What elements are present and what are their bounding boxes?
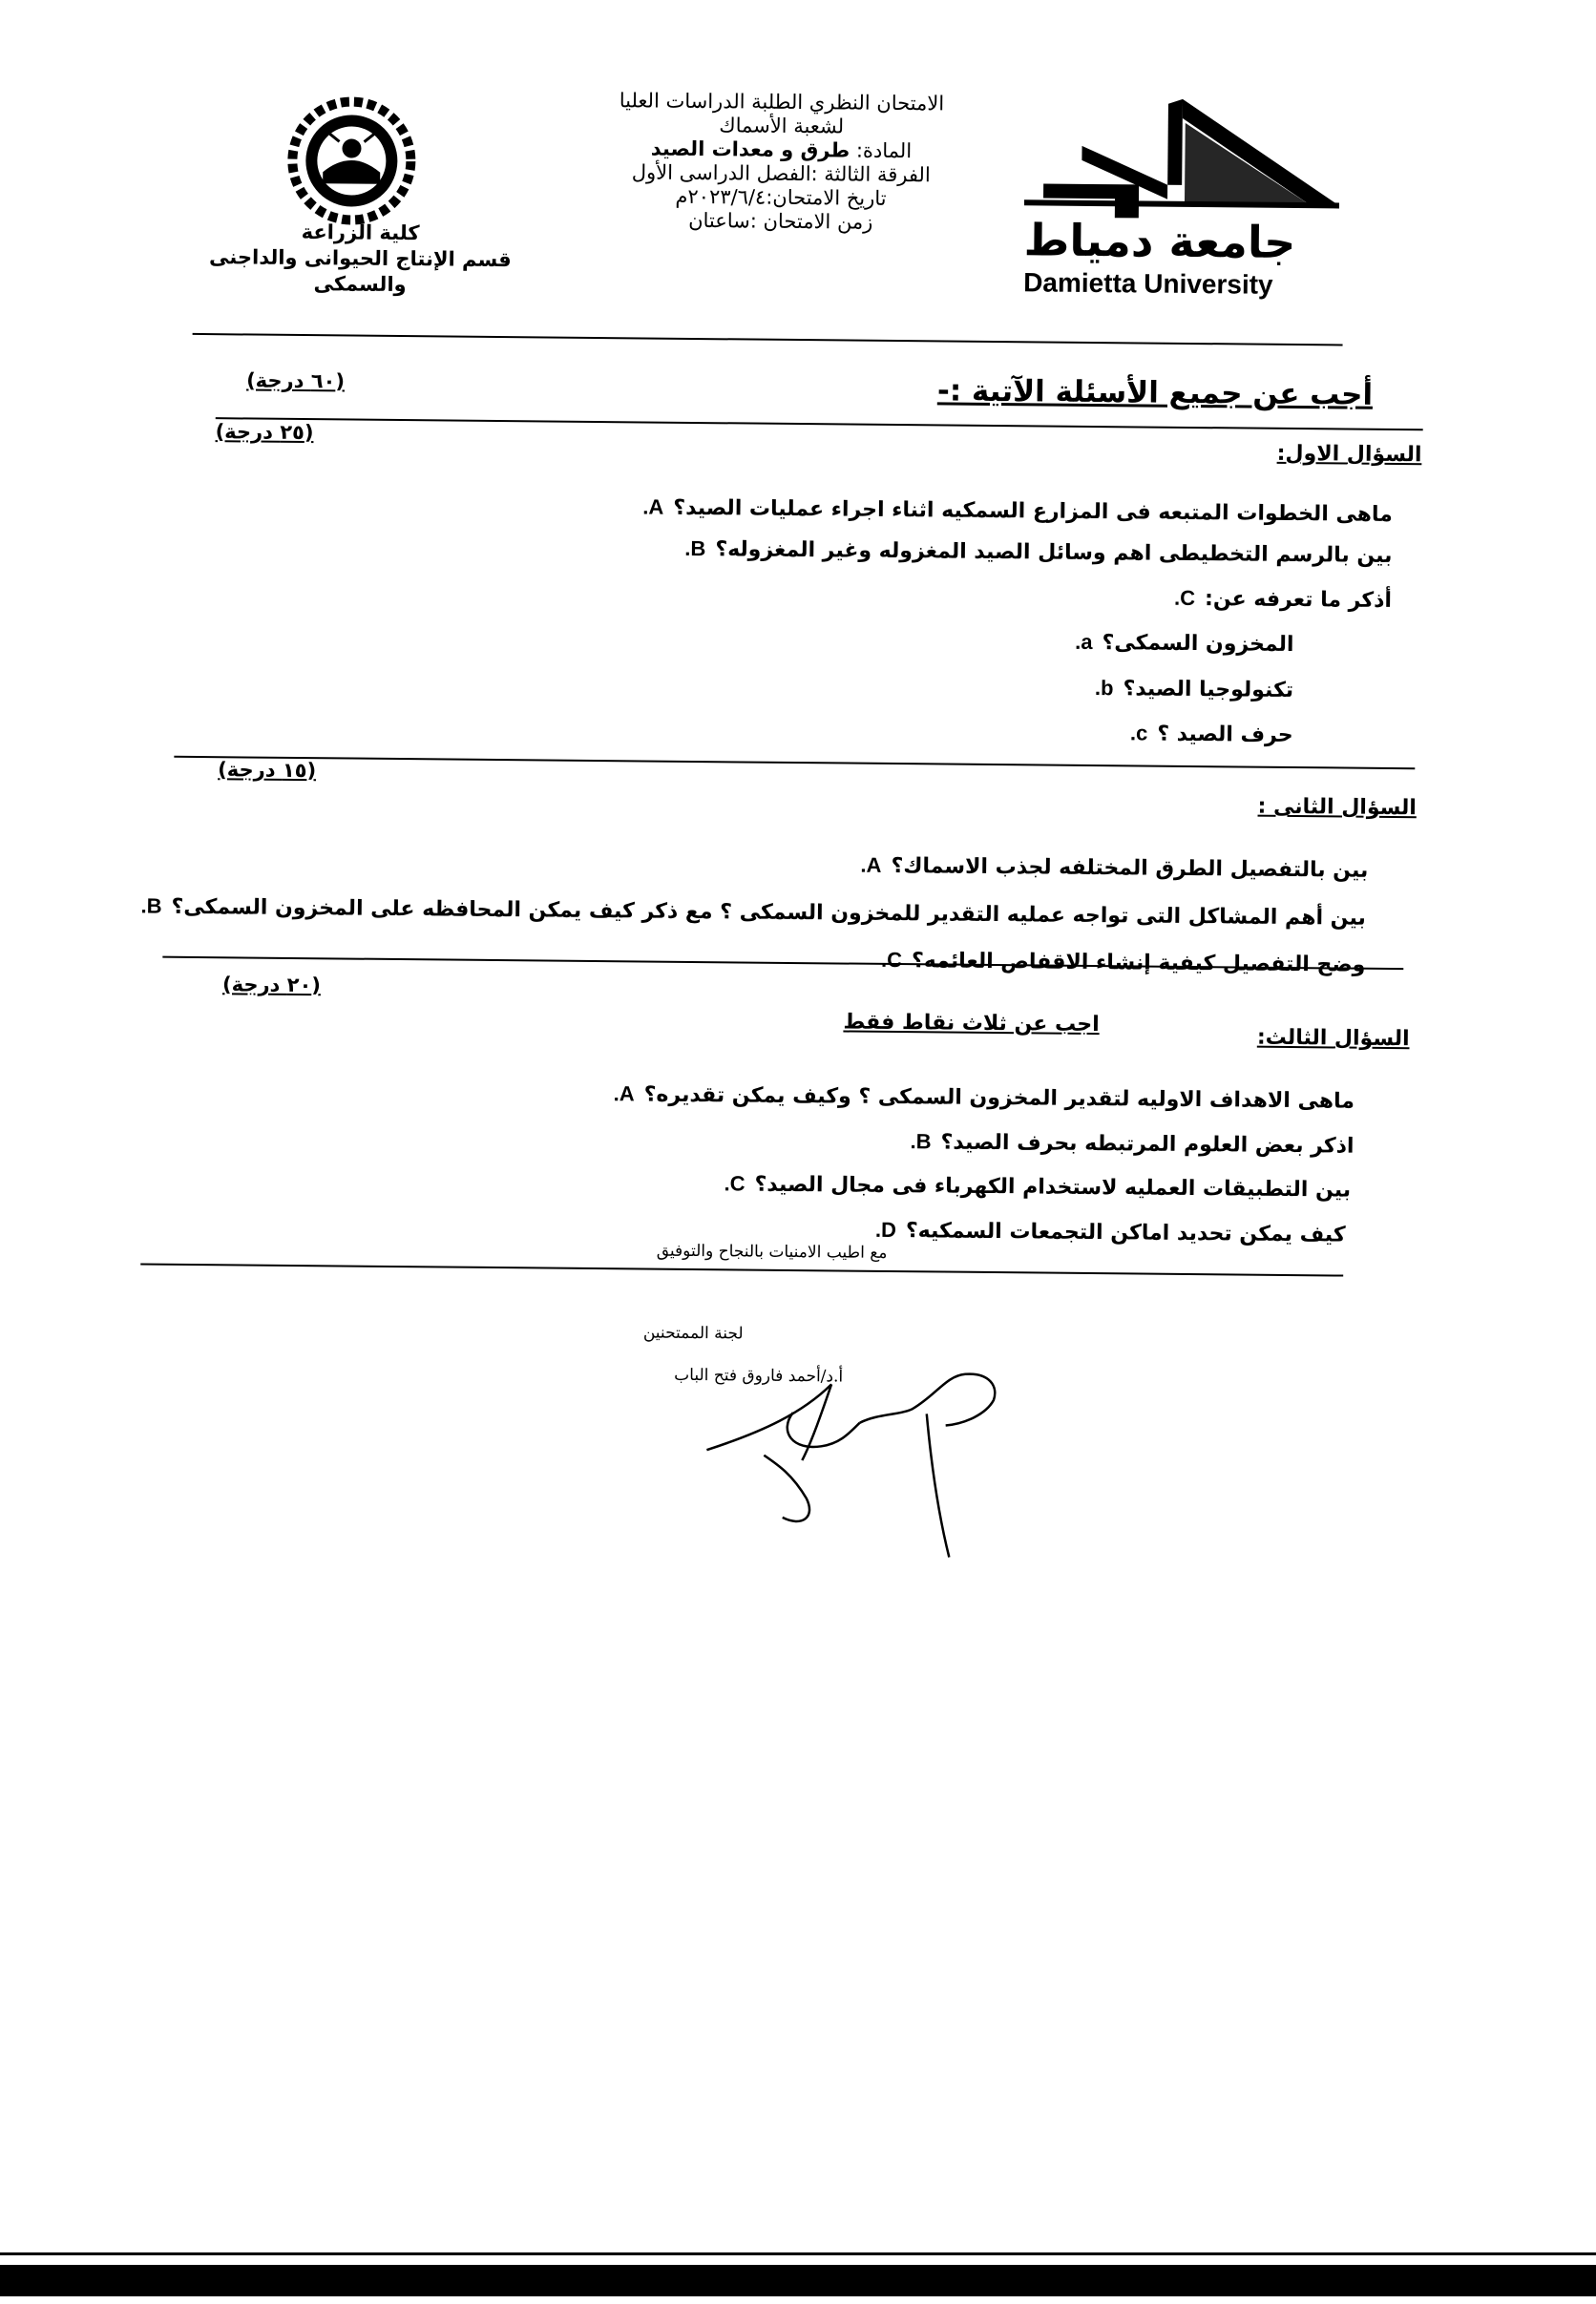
q1-subitem-a-text: المخزون السمكى؟ [1102, 631, 1294, 658]
q2-item-c [881, 948, 1365, 977]
q1-item-b [684, 536, 1392, 568]
q2-item-a-letter: A. [860, 852, 882, 877]
q1-subitem-a-letter: a. [1075, 629, 1093, 654]
university-name-arabic: جامعة دمياط [1023, 214, 1296, 269]
q3-item-d-letter: D. [874, 1217, 897, 1243]
divider-q1 [216, 417, 1423, 430]
q1-item-c-text: أذكر ما تعرفه عن: [1204, 587, 1393, 613]
q3-item-d-text: كيف يمكن تحديد اماكن التجمعات السمكيه؟ [905, 1219, 1346, 1247]
q1-item-c-letter: C. [1173, 585, 1196, 611]
q1-subitem-a [1075, 630, 1294, 657]
q2-item-b-letter: B. [140, 893, 162, 918]
q3-item-b-text: اذكر بعض العلوم المرتبطه بحرف الصيد؟ [940, 1130, 1354, 1159]
q1-subitem-b-text: تكنولوجيا الصيد؟ [1123, 677, 1294, 703]
q1-subitem-c-text: حرف الصيد ؟ [1157, 722, 1293, 748]
exam-title-line2: لشعبة الأسماك [719, 114, 845, 138]
q1-subitem-c-letter: c. [1129, 721, 1148, 745]
faculty-logo [270, 95, 433, 226]
scan-edge-line [0, 2252, 1596, 2255]
header-divider [193, 333, 1343, 346]
closing-wish: مع اطيب الامنيات بالنجاح والتوفيق [656, 1241, 888, 1263]
q3-item-c [724, 1171, 1351, 1202]
q3-item-a-text: ماهى الاهداف الاوليه لتقدير المخزون السمكى ؟ وكيف يمكن تقديره؟ [643, 1082, 1355, 1114]
university-logo-mark [1024, 93, 1350, 224]
q2-item-b [140, 893, 1365, 930]
scan-bottom-edge [0, 2265, 1596, 2296]
faculty-name: كلية الزراعة [301, 220, 420, 245]
q1-item-a-letter: A. [642, 494, 664, 519]
q3-item-d [875, 1218, 1346, 1247]
q2-marks: (١٥ درجة) [218, 758, 317, 783]
q1-item-a [642, 494, 1393, 527]
q2-item-c-letter: C. [880, 947, 903, 973]
q2-item-a [860, 853, 1368, 883]
q3-item-a-letter: A. [613, 1081, 635, 1106]
q1-item-c [1174, 586, 1392, 613]
q1-subitem-b [1095, 676, 1293, 702]
examiner-name: أ.د/أحمد فاروق فتح الباب [674, 1365, 844, 1387]
department-line1: قسم الإنتاج الحيوانى والداجنى [208, 245, 512, 272]
handwritten-signature [686, 1354, 1051, 1568]
exam-year-semester: الفرقة الثالثة :الفصل الدراسى الأول [631, 160, 931, 187]
q1-subitem-b-letter: b. [1094, 676, 1114, 701]
subject-value: طرق و معدات الصيد [650, 136, 850, 162]
instructions-text: أجب عن جميع الأسئلة الآتية :- [936, 373, 1374, 412]
q1-title: السؤال الاول: [1276, 441, 1422, 468]
footer-divider [140, 1263, 1343, 1276]
subject-label: المادة: [855, 138, 913, 163]
q1-marks: (٢٥ درجة) [215, 420, 314, 445]
university-name-english: Damietta University [1023, 267, 1273, 300]
q3-item-c-text: بين التطبيقات العمليه لاستخدام الكهرباء فى مجال الصيد؟ [754, 1172, 1352, 1203]
committee-title: لجنة الممتحنين [642, 1323, 744, 1344]
total-marks: (٦٠ درجة) [246, 368, 346, 393]
q2-item-b-text: بين أهم المشاكل التى تواجه عمليه التقدير للمخزون السمكى ؟ مع ذكر كيف يمكن المحافظه على المخزون السمكى؟ [171, 894, 1366, 931]
q2-item-c-text: وضح التفصيل كيفية إنشاء الاقفاص العائمه؟ [911, 949, 1366, 977]
q3-item-b-letter: B. [910, 1129, 932, 1154]
q2-title: السؤال الثانى : [1257, 794, 1418, 821]
exam-duration: زمن الامتحان :ساعتان [688, 208, 873, 234]
signature [686, 1354, 1051, 1568]
university-logo [1024, 93, 1350, 224]
q3-note: اجب عن ثلاث نقاط فقط [843, 1010, 1100, 1037]
q1-item-b-text: بين بالرسم التخطيطى اهم وسائل الصيد المغزوله وغير المغزوله؟ [715, 537, 1393, 569]
q2-item-a-text: بين بالتفصيل الطرق المختلفه لجذب الاسماك؟ [891, 853, 1369, 883]
q3-title: السؤال الثالث: [1256, 1025, 1410, 1052]
exam-date: تاريخ الامتحان:٢٠٢٣/٦/٤م [675, 184, 887, 210]
department-line2: والسمكى [313, 272, 407, 297]
divider-q2 [174, 756, 1415, 769]
q3-item-a [614, 1081, 1354, 1113]
q1-item-b-letter: B. [684, 535, 706, 561]
q1-item-a-text: ماهى الخطوات المتبعه فى المزارع السمكيه اثناء اجراء عمليات الصيد؟ [673, 495, 1393, 528]
faculty-block [188, 219, 533, 299]
q1-subitem-c [1130, 721, 1293, 747]
exam-header [533, 88, 1030, 236]
exam-title-line1: الامتحان النظري الطلبة الدراسات العليا [619, 89, 945, 115]
faculty-seal-icon [270, 95, 433, 226]
q3-marks: (٢٠ درجة) [221, 973, 322, 997]
q3-item-b [910, 1129, 1354, 1158]
q3-item-c-letter: C. [724, 1171, 746, 1196]
